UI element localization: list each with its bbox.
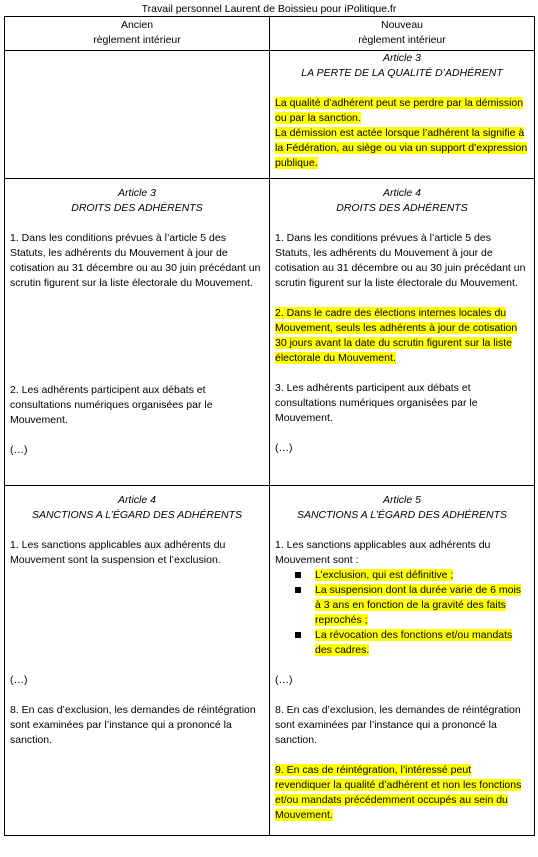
highlighted-text: L’exclusion, qui est définitive ; <box>315 569 454 581</box>
header-row <box>5 17 535 51</box>
sanctions-list <box>275 568 529 658</box>
highlighted-text: 9. En cas de réintégration, l’intéressé peut revendiquer la qualité d’adhérent et non les fonctions et/ou mandats précédemment occupés au sein du Mouvement. <box>275 764 522 821</box>
ellipsis: (…) <box>10 674 28 686</box>
article-title: SANCTIONS A L’ÉGARD DES ADHÉRENTS <box>31 509 243 521</box>
paragraph-1: 1. Les sanctions applicables aux adhérents du Mouvement sont : <box>275 539 491 566</box>
row-sanctions <box>5 486 535 836</box>
article-title: SANCTIONS A L’ÉGARD DES ADHÉRENTS <box>296 509 508 521</box>
article-title: DROITS DES ADHÉRENTS <box>71 202 203 214</box>
paragraph-3: 3. Les adhérents participent aux débats et consultations numériques organisées par le Mouvement. <box>275 382 478 424</box>
article-title: LA PERTE DE LA QUALITÉ D’ADHÉRENT <box>301 67 503 79</box>
header-new-line1: Nouveau <box>380 19 424 31</box>
row-loss-of-membership <box>5 51 535 179</box>
header-old-line1: Ancien <box>120 19 154 31</box>
header-old-rules <box>5 17 270 51</box>
ellipsis: (…) <box>10 444 28 456</box>
header-old-line2: règlement intérieur <box>93 34 181 46</box>
paragraph-1: 1. Les sanctions applicables aux adhérents du Mouvement sont la suspension et l’exclusion. <box>10 539 226 566</box>
paragraph-1: 1. Dans les conditions prévues à l’article 5 des Statuts, les adhérents du Mouvement à jour de cotisation au 31 décembre ou au 30 juin précédant un scrutin figurent sur la liste électorale du Mouvement. <box>275 232 526 289</box>
header-new-line2: règlement intérieur <box>358 34 446 46</box>
list-item <box>315 583 529 628</box>
list-item <box>315 568 529 583</box>
comparison-table <box>4 16 535 836</box>
paragraph-8: 8. En cas d’exclusion, les demandes de réintégration sont examinées par l’instance qui a prononcé la sanction. <box>275 704 521 746</box>
row3-new-cell <box>270 486 535 836</box>
row2-old-cell <box>5 179 270 486</box>
source-credit: Travail personnel Laurent de Boissieu pour iPolitique.fr <box>141 3 397 15</box>
highlighted-text: 2. Dans le cadre des élections internes locales du Mouvement, seuls les adhérents à jour de cotisation 30 jours avant la date du scrutin figurent sur la liste électorale du Mouvement. <box>275 307 518 364</box>
header-new-rules <box>270 17 535 51</box>
article-number: Article 5 <box>383 494 421 506</box>
highlighted-text: La qualité d’adhérent peut se perdre par la démission ou par la sanction. <box>275 97 524 124</box>
new-paragraph-2 <box>275 306 529 366</box>
row3-old-cell <box>5 486 270 836</box>
article-title: DROITS DES ADHÉRENTS <box>336 202 468 214</box>
article-number: Article 3 <box>383 52 421 64</box>
ellipsis: (…) <box>275 442 293 454</box>
article-number: Article 4 <box>118 494 156 506</box>
ellipsis: (…) <box>275 674 293 686</box>
article-number: Article 4 <box>383 187 421 199</box>
highlighted-text: La révocation des fonctions et/ou mandats des cadres. <box>315 629 513 656</box>
row1-old-cell <box>5 51 270 179</box>
article-number: Article 3 <box>118 187 156 199</box>
highlighted-text: La démission est actée lorsque l’adhérent la signifie à la Fédération, au siège ou via un support d’expression publique. <box>275 127 528 169</box>
paragraph-1: 1. Dans les conditions prévues à l’article 5 des Statuts, les adhérents du Mouvement à jour de cotisation au 31 décembre ou au 30 juin précédant un scrutin figurent sur la liste électorale du Mouvement. <box>10 232 261 289</box>
row-member-rights <box>5 179 535 486</box>
paragraph-8: 8. En cas d’exclusion, les demandes de réintégration sont examinées par l’instance qui a prononcé la sanction. <box>10 704 256 746</box>
paragraph-2: 2. Les adhérents participent aux débats et consultations numériques organisées par le Mouvement. <box>10 384 213 426</box>
row2-new-cell <box>270 179 535 486</box>
list-item <box>315 628 529 658</box>
new-paragraph-resignation <box>275 96 529 171</box>
highlighted-text: La suspension dont la durée varie de 6 mois à 3 ans en fonction de la gravité des faits reprochés ; <box>315 584 522 626</box>
row1-new-cell <box>270 51 535 179</box>
new-paragraph-9 <box>275 763 529 823</box>
